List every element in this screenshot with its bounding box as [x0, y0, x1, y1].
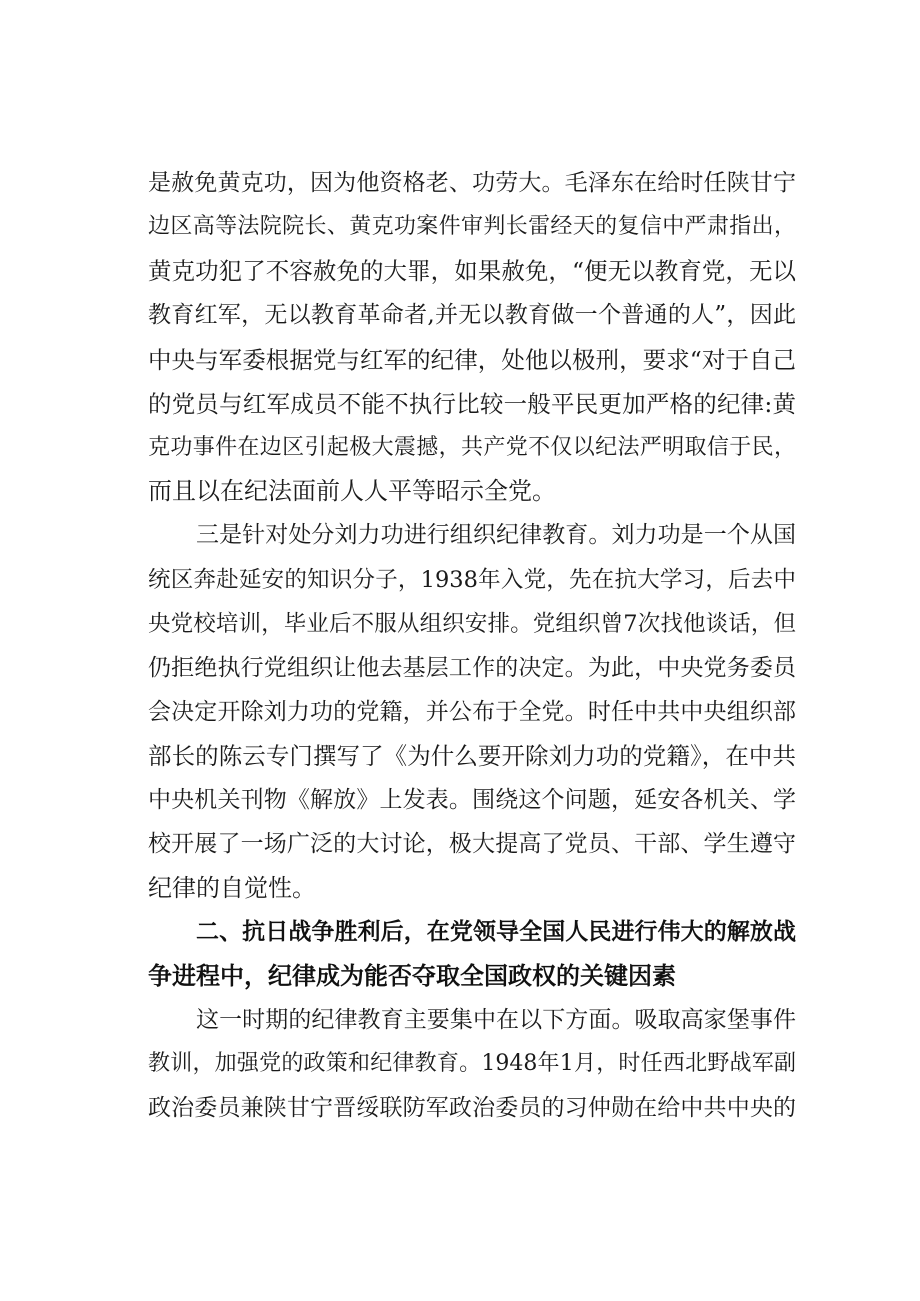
paragraph-2-line-8: 校开展了一场广泛的大讨论，极大提高了党员、干部、学生遵守 — [148, 831, 796, 857]
paragraph-2-line-1: 三是针对处分刘力功进行组织纪律教育。刘力功是一个从国 — [196, 522, 796, 548]
paragraph-2-line-3: 央党校培训，毕业后不服从组织安排。党组织曾7次找他谈话，但 — [148, 611, 796, 637]
paragraph-3-line-3: 政治委员兼陕甘宁晋绥联防军政治委员的习仲勋在给中共中央的 — [148, 1095, 796, 1121]
paragraph-3-line-1: 这一时期的纪律教育主要集中在以下方面。吸取高家堡事件 — [196, 1007, 796, 1033]
section-heading-line-2: 争进程中，纪律成为能否夺取全国政权的关键因素 — [148, 962, 676, 990]
paragraph-2-line-5: 会决定开除刘力功的党籍，并公布于全党。时任中共中央组织部 — [148, 699, 796, 725]
paragraph-2-line-9: 纪律的自觉性。 — [148, 874, 316, 902]
paragraph-1-line-7: 克功事件在边区引起极大震撼，共产党不仅以纪法严明取信于民， — [148, 435, 796, 460]
paragraph-1-line-4: 教育红军，无以教育革命者,并无以教育做一个普通的人”，因此 — [148, 302, 796, 328]
paragraph-3-line-2: 教训，加强党的政策和纪律教育。1948年1月，时任西北野战军副 — [148, 1051, 796, 1076]
paragraph-1-line-8: 而且以在纪法面前人人平等昭示全党。 — [148, 477, 556, 505]
paragraph-2-line-7: 中央机关刊物《解放》上发表。围绕这个问题，延安各机关、学 — [148, 787, 796, 813]
paragraph-1-line-2: 边区高等法院院长、黄克功案件审判长雷经天的复信中严肃指出， — [148, 214, 796, 239]
paragraph-1-line-1: 是赦免黄克功，因为他资格老、功劳大。毛泽东在给时任陕甘宁 — [148, 170, 796, 196]
paragraph-2-line-4: 仍拒绝执行党组织让他去基层工作的决定。为此，中央党务委员 — [148, 655, 796, 681]
paragraph-1-line-5: 中央与军委根据党与红军的纪律，处他以极刑，要求“对于自己 — [148, 346, 796, 374]
paragraph-1-line-6: 的党员与红军成员不能不执行比较一般平民更加严格的纪律:黄 — [148, 390, 796, 418]
section-heading-line-1: 二、抗日战争胜利后，在党领导全国人民进行伟大的解放战 — [196, 919, 796, 945]
paragraph-1-line-3: 黄克功犯了不容赦免的大罪，如果赦免，“便无以教育党，无以 — [148, 257, 796, 285]
paragraph-2-line-2: 统区奔赴延安的知识分子，1938年入党，先在抗大学习，后去中 — [148, 567, 796, 593]
paragraph-2-line-6: 部长的陈云专门撰写了《为什么要开除刘力功的党籍》，在中共 — [148, 742, 796, 770]
